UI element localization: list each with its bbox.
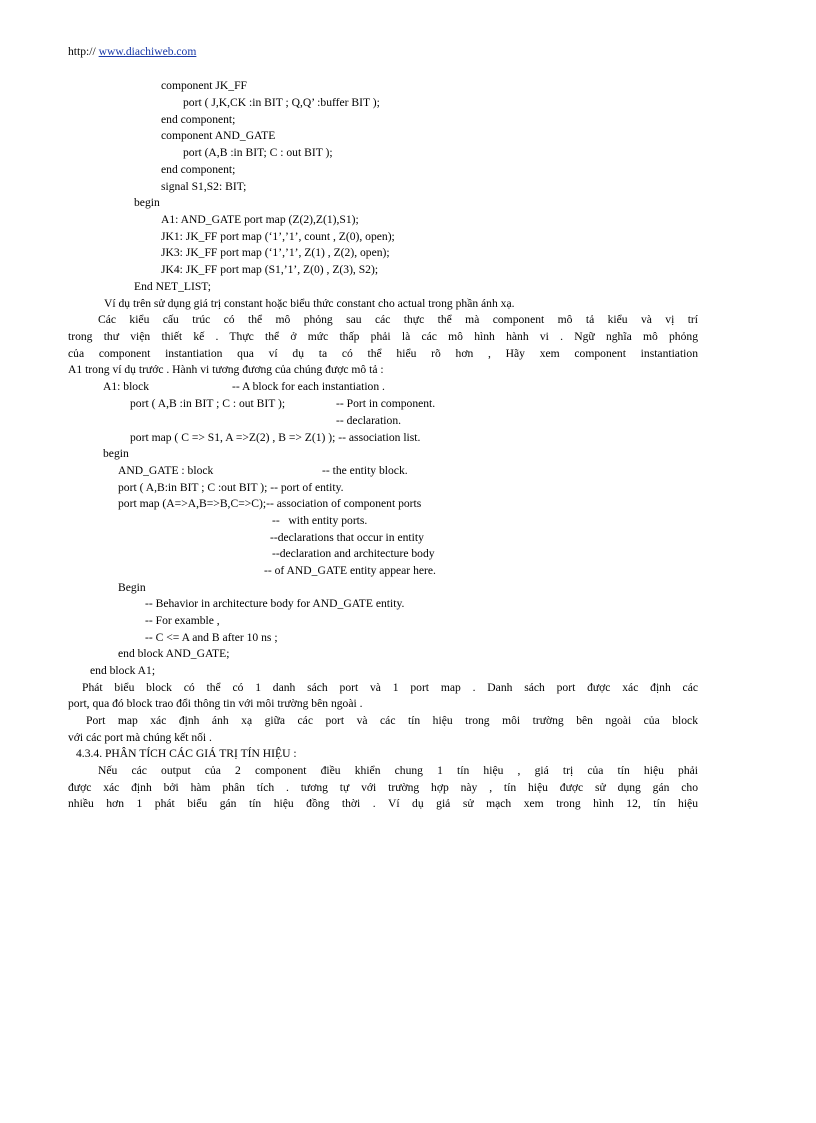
- code-line: end component;: [161, 163, 236, 176]
- code-line: end component;: [161, 113, 236, 126]
- code-line: -- declaration.: [336, 414, 402, 427]
- website-link[interactable]: www.diachiweb.com: [98, 45, 197, 58]
- code-line: port map (A=>A,B=>B,C=>C);-- association of component ports: [118, 497, 422, 510]
- code-line: begin: [103, 447, 129, 460]
- code-line: port map ( C => S1, A =>Z(2) , B => Z(1) ); -- association list.: [130, 431, 421, 444]
- paragraph-line: với các port mà chúng kết nối .: [68, 731, 212, 744]
- code-line: A1: block: [103, 380, 150, 393]
- paragraph-line: Phát biểu block có thể có 1 danh sách port và 1 port map . Danh sách port được xác định các: [82, 681, 698, 694]
- code-line: End NET_LIST;: [134, 280, 211, 293]
- code-line: --declaration and architecture body: [272, 547, 435, 560]
- paragraph-line: Các kiểu cấu trúc có thể mô phỏng sau các thực thể mà component mô tả kiểu và vị trí: [98, 313, 698, 326]
- code-line: port ( A,B:in BIT ; C :out BIT ); -- port of entity.: [118, 481, 344, 494]
- paragraph-line: trong thư viện thiết kế . Thực thể ở mức thấp phải là các mô hình hành vi . Ngữ nghĩa mô phỏng: [68, 330, 698, 343]
- code-line: component AND_GATE: [161, 129, 276, 142]
- paragraph-line: nhiều hơn 1 phát biểu gán tín hiệu đồng thời . Ví dụ giả sử mạch xem trong hình 12, tín hiệu: [68, 797, 698, 810]
- code-line: component JK_FF: [161, 79, 247, 92]
- code-line: Begin: [118, 581, 146, 594]
- paragraph-line: Nếu các output của 2 component điều khiển chung 1 tín hiệu , giá trị của tín hiệu phải: [98, 764, 698, 777]
- code-line: port ( A,B :in BIT ; C : out BIT );: [130, 397, 286, 410]
- code-line: end block A1;: [90, 664, 156, 677]
- code-line: A1: AND_GATE port map (Z(2),Z(1),S1);: [161, 213, 359, 226]
- code-line: end block AND_GATE;: [118, 647, 230, 660]
- code-line: port ( J,K,CK :in BIT ; Q,Q’ :buffer BIT );: [183, 96, 380, 109]
- section-heading: 4.3.4. PHÂN TÍCH CÁC GIÁ TRỊ TÍN HIỆU :: [76, 747, 297, 760]
- code-line: begin: [134, 196, 160, 209]
- code-line: JK3: JK_FF port map (‘1’,’1’, Z(1) , Z(2), open);: [161, 246, 390, 259]
- paragraph-line: được xác định bởi hàm phân tích . tương tự với trường hợp này , tín hiệu được sử dụng gán cho: [68, 781, 698, 794]
- paragraph-line: của component instantiation qua ví dụ ta có thể hiểu rõ hơn , Hãy xem component instantiation: [68, 347, 698, 360]
- url-prefix: http://: [68, 45, 99, 58]
- code-line: --declarations that occur in entity: [270, 531, 424, 544]
- paragraph-line: A1 trong ví dụ trước . Hành vi tương đương của chúng được mô tả :: [68, 363, 384, 376]
- paragraph-line: port, qua đó block trao đổi thông tin với môi trường bên ngoài .: [68, 697, 363, 710]
- code-line: -- C <= A and B after 10 ns ;: [145, 631, 278, 644]
- page-header-url: [68, 45, 196, 59]
- code-line: signal S1,S2: BIT;: [161, 180, 247, 193]
- code-line: port (A,B :in BIT; C : out BIT );: [183, 146, 333, 159]
- code-line: -- Port in component.: [336, 397, 436, 410]
- paragraph-line: Port map xác định ánh xạ giữa các port và các tín hiệu trong môi trường bên ngoài của block: [86, 714, 698, 727]
- code-line: -- with entity ports.: [272, 514, 368, 527]
- code-line: -- For examble ,: [145, 614, 220, 627]
- code-line: -- A block for each instantiation .: [232, 380, 385, 393]
- code-line: -- Behavior in architecture body for AND_GATE entity.: [145, 597, 405, 610]
- code-line: AND_GATE : block: [118, 464, 214, 477]
- code-line: -- of AND_GATE entity appear here.: [264, 564, 436, 577]
- paragraph-line: Ví dụ trên sử dụng giá trị constant hoặc biểu thức constant cho actual trong phần ánh xạ.: [104, 297, 515, 310]
- code-line: -- the entity block.: [322, 464, 408, 477]
- code-line: JK4: JK_FF port map (S1,’1’, Z(0) , Z(3), S2);: [161, 263, 379, 276]
- code-line: JK1: JK_FF port map (‘1’,’1’, count , Z(0), open);: [161, 230, 395, 243]
